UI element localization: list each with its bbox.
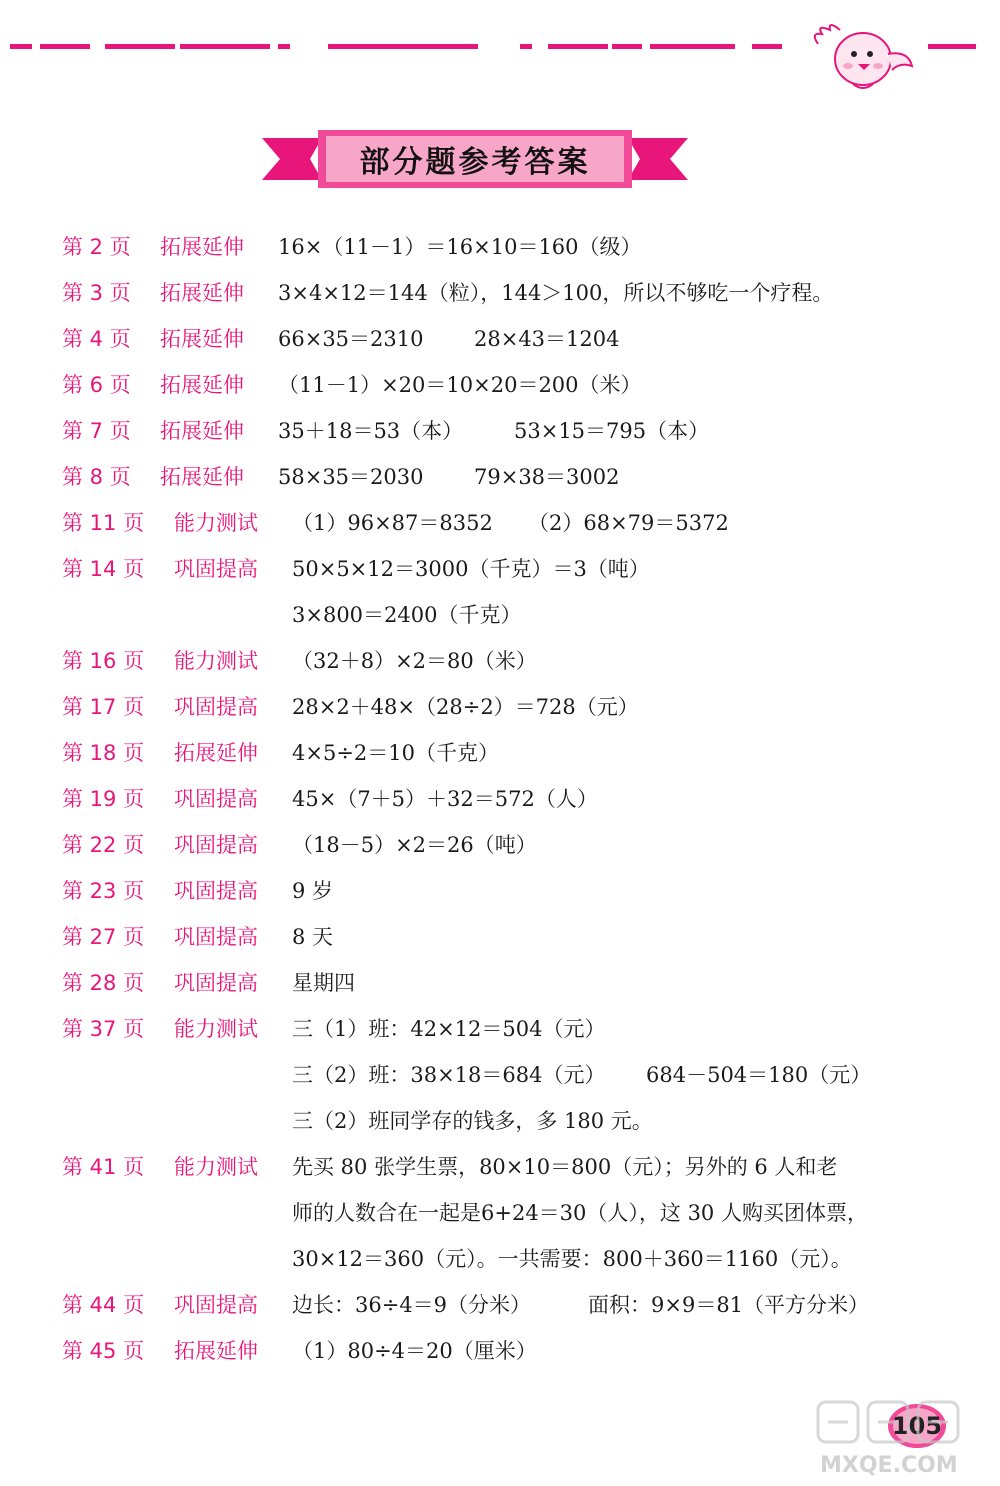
answer-text: （32＋8）×2＝80（米） bbox=[292, 649, 537, 673]
answer-text: （18－5）×2＝26（吨） bbox=[292, 833, 537, 857]
answer-text-secondary: 面积：9×9＝81（平方分米） bbox=[588, 1293, 870, 1317]
answer-text: 先买 80 张学生票，80×10＝800（元）；另外的 6 人和老 bbox=[292, 1155, 838, 1179]
answer-text: （1）96×87＝8352 bbox=[292, 511, 493, 535]
answer-text-secondary: 28×43＝1204 bbox=[474, 327, 620, 351]
answer-text-secondary: 79×38＝3002 bbox=[474, 465, 620, 489]
answer-row bbox=[62, 500, 962, 546]
answer-text: 35＋18＝53（本） bbox=[278, 419, 464, 443]
answer-text: 30×12＝360（元）。一共需要：800＋360＝1160（元）。 bbox=[292, 1247, 852, 1271]
page-number: 105 bbox=[891, 1412, 943, 1440]
category-label: 能力测试 bbox=[174, 649, 258, 673]
answer-text: 星期四 bbox=[292, 971, 355, 995]
page-title: 部分题参考答案 bbox=[359, 145, 591, 180]
category-label: 巩固提高 bbox=[174, 695, 258, 719]
page-ref: 第 6 页 bbox=[62, 373, 131, 397]
answer-text: （1）80÷4＝20（厘米） bbox=[292, 1339, 537, 1363]
answer-row bbox=[62, 1052, 962, 1098]
answer-text: 三（1）班：42×12＝504（元） bbox=[292, 1017, 606, 1041]
answer-row bbox=[62, 270, 962, 316]
category-label: 巩固提高 bbox=[174, 787, 258, 811]
category-label: 拓展延伸 bbox=[160, 281, 244, 305]
page-ref: 第 22 页 bbox=[62, 833, 145, 857]
answer-row bbox=[62, 730, 962, 776]
answer-text-secondary: （2）68×79＝5372 bbox=[528, 511, 729, 535]
category-label: 能力测试 bbox=[174, 511, 258, 535]
category-label: 巩固提高 bbox=[174, 833, 258, 857]
answer-row bbox=[62, 1328, 962, 1374]
answer-text: 3×800＝2400（千克） bbox=[292, 603, 522, 627]
answer-text: 8 天 bbox=[292, 925, 334, 949]
page-ref: 第 7 页 bbox=[62, 419, 131, 443]
answer-row bbox=[62, 1144, 962, 1190]
page-ref: 第 23 页 bbox=[62, 879, 145, 903]
page-ref: 第 44 页 bbox=[62, 1293, 145, 1317]
answer-row bbox=[62, 638, 962, 684]
answer-text: （11－1）×20＝10×20＝200（米） bbox=[278, 373, 642, 397]
page-ref: 第 2 页 bbox=[62, 235, 131, 259]
page-ref: 第 3 页 bbox=[62, 281, 131, 305]
category-label: 拓展延伸 bbox=[174, 1339, 258, 1363]
category-label: 巩固提高 bbox=[174, 557, 258, 581]
answer-row bbox=[62, 546, 962, 592]
answer-list bbox=[62, 224, 962, 1374]
answer-row bbox=[62, 822, 962, 868]
answer-row bbox=[62, 914, 962, 960]
page-ref: 第 8 页 bbox=[62, 465, 131, 489]
answer-text: 50×5×12＝3000（千克）＝3（吨） bbox=[292, 557, 650, 581]
answer-row bbox=[62, 868, 962, 914]
page-ref: 第 28 页 bbox=[62, 971, 145, 995]
answer-text: 16×（11－1）＝16×10＝160（级） bbox=[278, 235, 642, 259]
answer-text: 三（2）班同学存的钱多，多 180 元。 bbox=[292, 1109, 653, 1133]
answer-text-secondary: 684－504＝180（元） bbox=[646, 1063, 872, 1087]
answer-row bbox=[62, 316, 962, 362]
page-ref: 第 19 页 bbox=[62, 787, 145, 811]
page-ref: 第 27 页 bbox=[62, 925, 145, 949]
watermark-logo bbox=[810, 1394, 996, 1480]
category-label: 巩固提高 bbox=[174, 1293, 258, 1317]
category-label: 巩固提高 bbox=[174, 971, 258, 995]
answer-text-secondary: 53×15＝795（本） bbox=[514, 419, 710, 443]
answer-row bbox=[62, 1190, 962, 1236]
page-ref: 第 17 页 bbox=[62, 695, 145, 719]
answer-row bbox=[62, 592, 962, 638]
answer-row bbox=[62, 1006, 962, 1052]
page-ref: 第 4 页 bbox=[62, 327, 131, 351]
answer-row bbox=[62, 776, 962, 822]
answer-text: 45×（7＋5）＋32＝572（人） bbox=[292, 787, 598, 811]
bird-icon bbox=[808, 14, 918, 94]
category-label: 拓展延伸 bbox=[160, 419, 244, 443]
answer-row bbox=[62, 362, 962, 408]
answer-text: 3×4×12＝144（粒），144＞100，所以不够吃一个疗程。 bbox=[278, 281, 834, 305]
category-label: 能力测试 bbox=[174, 1017, 258, 1041]
answer-text: 4×5÷2＝10（千克） bbox=[292, 741, 499, 765]
category-label: 巩固提高 bbox=[174, 925, 258, 949]
answer-text: 28×2＋48×（28÷2）＝728（元） bbox=[292, 695, 639, 719]
page-ref: 第 37 页 bbox=[62, 1017, 145, 1041]
answer-row bbox=[62, 960, 962, 1006]
answer-row bbox=[62, 1282, 962, 1328]
page-ref: 第 14 页 bbox=[62, 557, 145, 581]
answer-row bbox=[62, 684, 962, 730]
answer-text: 9 岁 bbox=[292, 879, 334, 903]
answer-row bbox=[62, 408, 962, 454]
page-ref: 第 45 页 bbox=[62, 1339, 145, 1363]
answer-text: 58×35＝2030 bbox=[278, 465, 424, 489]
answer-row bbox=[62, 224, 962, 270]
answer-row bbox=[62, 454, 962, 500]
category-label: 巩固提高 bbox=[174, 879, 258, 903]
answer-text: 三（2）班：38×18＝684（元） bbox=[292, 1063, 606, 1087]
page-ref: 第 18 页 bbox=[62, 741, 145, 765]
answer-text: 边长：36÷4＝9（分米） bbox=[292, 1293, 532, 1317]
category-label: 拓展延伸 bbox=[160, 465, 244, 489]
svg-text:MXQE.COM: MXQE.COM bbox=[820, 1453, 958, 1478]
page-ref: 第 11 页 bbox=[62, 511, 145, 535]
answer-row bbox=[62, 1236, 962, 1282]
category-label: 拓展延伸 bbox=[160, 327, 244, 351]
category-label: 拓展延伸 bbox=[174, 741, 258, 765]
answer-row bbox=[62, 1098, 962, 1144]
page-ref: 第 16 页 bbox=[62, 649, 145, 673]
page-ref: 第 41 页 bbox=[62, 1155, 145, 1179]
category-label: 拓展延伸 bbox=[160, 373, 244, 397]
answer-text: 66×35＝2310 bbox=[278, 327, 424, 351]
category-label: 拓展延伸 bbox=[160, 235, 244, 259]
answer-text: 师的人数合在一起是6+24＝30（人），这 30 人购买团体票， bbox=[292, 1201, 868, 1225]
category-label: 能力测试 bbox=[174, 1155, 258, 1179]
